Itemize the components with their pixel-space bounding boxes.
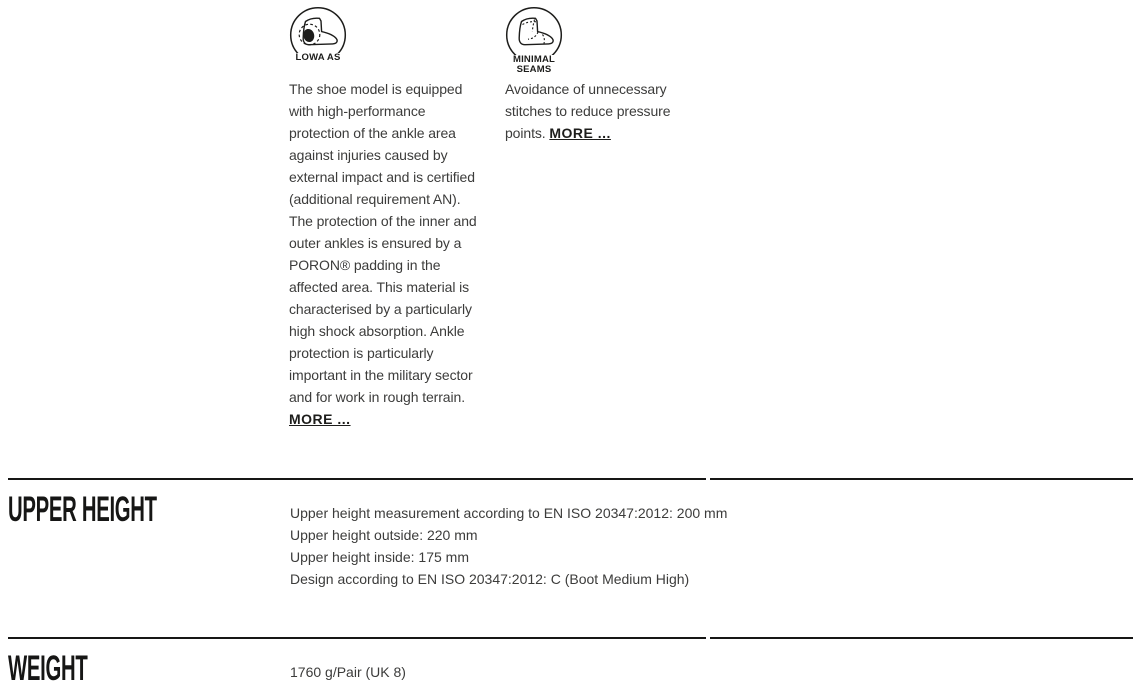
section-divider — [8, 478, 1133, 480]
feature-text: Avoidance of unnecessary stitches to reduce pressure points. — [505, 81, 671, 141]
section-title-weight: WEIGHT — [8, 649, 88, 688]
minimal-seams-badge-label: MINIMAL SEAMS — [504, 55, 564, 75]
spec-values-upper-height — [290, 498, 727, 590]
spec-line: Upper height measurement according to EN ISO 20347:2012: 200 mm — [290, 505, 728, 521]
spec-line: Upper height inside: 175 mm — [290, 549, 469, 565]
divider-segment — [710, 478, 1133, 480]
more-link[interactable]: MORE ... — [549, 125, 611, 141]
feature-description-lowa-as — [289, 78, 486, 430]
minimal-seams-boot-icon — [505, 6, 563, 75]
divider-segment — [8, 637, 706, 639]
section-title-upper-height: UPPER HEIGHT — [8, 490, 157, 529]
section-divider — [8, 637, 1133, 639]
lowa-as-boot-icon — [289, 6, 347, 64]
spec-line: Design according to EN ISO 20347:2012: C (Boot Medium High) — [290, 571, 690, 587]
spec-line: 1760 g/Pair (UK 8) — [290, 664, 406, 680]
spec-row-upper-height — [8, 480, 1133, 637]
spec-row-weight — [8, 639, 1133, 697]
feature-icons-section — [289, 6, 1133, 478]
spec-values-weight — [290, 657, 406, 683]
divider-segment — [710, 637, 1133, 639]
spec-line: Upper height outside: 220 mm — [290, 527, 478, 543]
feature-minimal-seams — [505, 6, 721, 478]
feature-lowa-as — [289, 6, 505, 478]
feature-text: The shoe model is equipped with high-performance protection of the ankle area against injuries caused by external impact and is certified (additional requirement AN). The protection of the inner and outer ankles is ensured by a PORON® padding in the affected area. This material is characterised by a particularly high shock absorption. Ankle protection is particularly important in the military sector and for work in rough terrain. — [289, 81, 477, 405]
divider-segment — [8, 478, 706, 480]
lowa-as-badge-label: LOWA AS — [295, 52, 341, 63]
more-link[interactable]: MORE ... — [289, 411, 351, 427]
feature-description-minimal-seams — [505, 78, 702, 144]
